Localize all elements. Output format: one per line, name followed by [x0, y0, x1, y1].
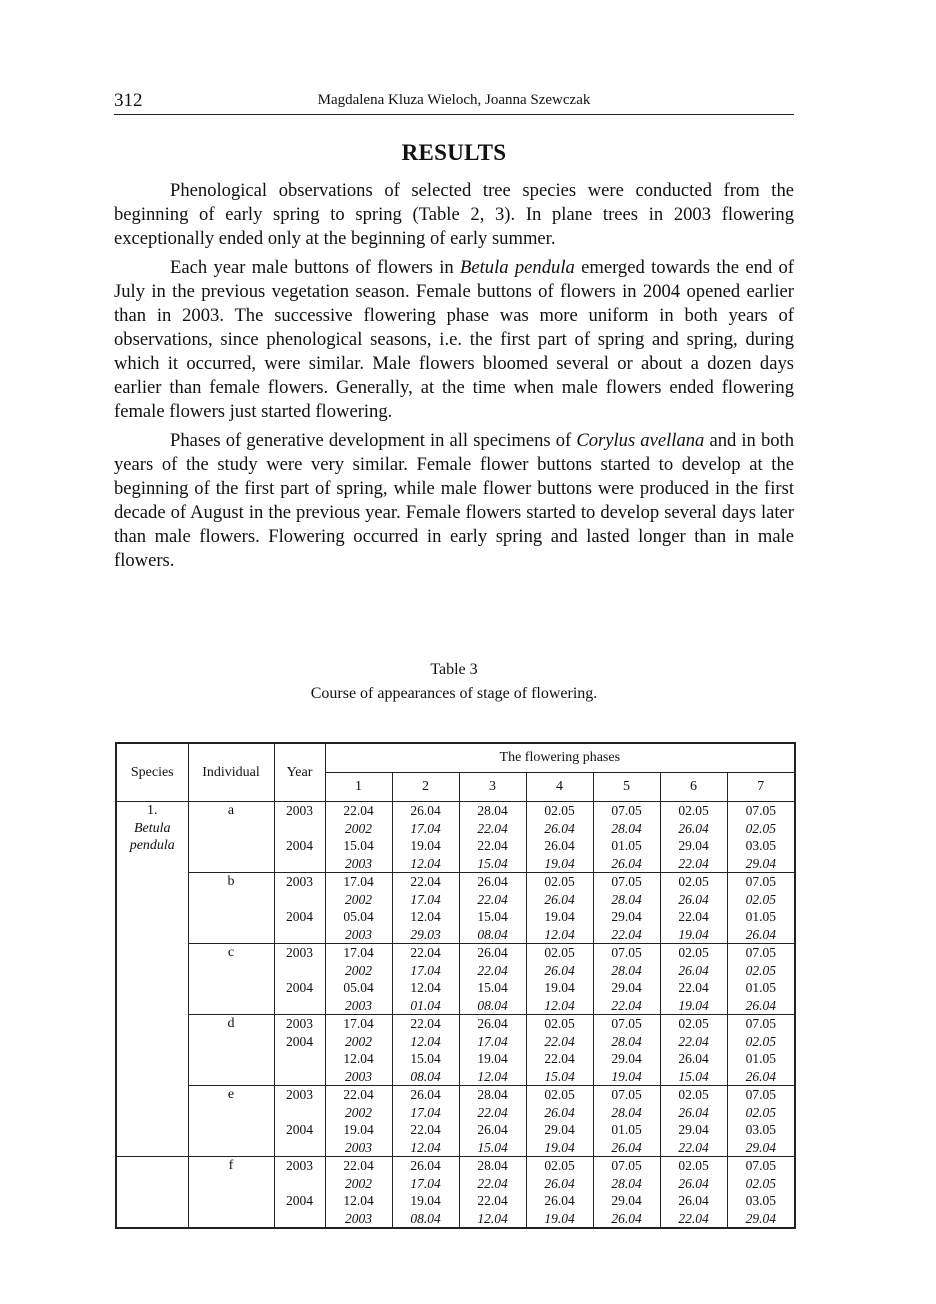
header-phase-2: 2 — [392, 773, 459, 802]
phase-value-cell: 29.04 — [593, 979, 660, 997]
phase-value-cell: 26.04 — [526, 1175, 593, 1193]
phase-value-cell: 2003 — [325, 1210, 392, 1229]
phase-value-cell: 26.04 — [660, 1175, 727, 1193]
phase-value-cell: 02.05 — [660, 802, 727, 820]
header-rule — [114, 114, 794, 115]
phase-value-cell: 01.05 — [593, 837, 660, 855]
phase-value-cell: 12.04 — [392, 855, 459, 873]
phase-value-cell: 2002 — [325, 1175, 392, 1193]
paragraph-2-after: emerged towards the end of July in the previous vegetation season. Female buttons of flowers in 2004 opened earlier than in 2003. The successive flowering phase was more uniform in both years of observations, since phenological seasons, i.e. the first part of spring and spring, during which it occurred, were similar. Male flowers bloomed several or about a dozen days earlier than female flowers. Generally, at the time when male flowers ended flowering female flowers just started flowering. — [114, 257, 794, 422]
phase-value-cell: 15.04 — [459, 979, 526, 997]
phase-value-cell: 19.04 — [660, 926, 727, 944]
year-cell — [274, 1104, 325, 1122]
running-head: Magdalena Kluza Wieloch, Joanna Szewczak — [317, 92, 591, 108]
phase-value-cell: 29.04 — [727, 1139, 795, 1157]
phase-value-cell: 01.05 — [745, 1051, 776, 1066]
phase-value-cell: 2002 — [325, 891, 392, 909]
table-caption: Course of appearances of stage of flowering. — [310, 685, 598, 702]
phase-value-cell: 19.04 — [459, 1050, 526, 1068]
table-row — [116, 802, 795, 820]
phase-value-cell: 22.04 — [526, 1033, 593, 1051]
phase-value-cell: 07.05 — [593, 944, 660, 962]
phase-value-cell: 19.04 — [593, 1068, 660, 1086]
year-cell: 2004 — [274, 1121, 325, 1139]
phase-value-cell: 29.04 — [660, 1121, 727, 1139]
phase-value-cell: 07.05 — [593, 1015, 660, 1033]
individual-cell: b — [188, 873, 274, 944]
species-cell — [116, 802, 188, 1157]
header-individual: Individual — [188, 743, 274, 802]
phase-value-cell: 29.04 — [526, 1121, 593, 1139]
phase-value-cell: 19.04 — [526, 1139, 593, 1157]
year-cell: 2003 — [274, 944, 325, 962]
year-cell — [274, 1139, 325, 1157]
individual-cell: f — [188, 1157, 274, 1229]
phase-value-cell: 01.05 — [593, 1121, 660, 1139]
phase-value-cell: 05.04 — [325, 979, 392, 997]
phase-value-cell: 19.04 — [660, 997, 727, 1015]
phase-value-cell: 22.04 — [660, 1033, 727, 1051]
phase-value-cell: 22.04 — [526, 1050, 593, 1068]
year-cell — [274, 891, 325, 909]
phase-value-cell: 01.05 — [745, 909, 776, 924]
phase-value-cell: 26.04 — [459, 1121, 526, 1139]
year-cell — [274, 855, 325, 873]
phase-value-cell: 17.04 — [325, 1015, 392, 1033]
phase-value-cell: 26.04 — [660, 1192, 727, 1210]
year-cell — [274, 926, 325, 944]
phase-value-cell: 28.04 — [593, 1175, 660, 1193]
phase-value-cell: 07.05 — [593, 873, 660, 891]
phase-value-cell: 02.05 — [745, 820, 776, 836]
phase-value-cell: 12.04 — [392, 908, 459, 926]
phase-value-cell: 26.04 — [660, 962, 727, 980]
year-cell — [274, 820, 325, 838]
phase-value-cell: 07.05 — [745, 945, 776, 960]
phase-value-cell: 02.05 — [660, 1086, 727, 1104]
phase-value-cell: 22.04 — [325, 1086, 392, 1104]
phase-value-cell: 22.04 — [459, 962, 526, 980]
year-cell: 2003 — [274, 1015, 325, 1033]
phase-value-cell: 26.04 — [526, 891, 593, 909]
phase-value-cell: 26.04 — [593, 1139, 660, 1157]
phase-value-cell: 2002 — [325, 1104, 392, 1122]
phase-value-cell: 19.04 — [392, 837, 459, 855]
header-phase-7: 7 — [727, 773, 795, 802]
phase-value-cell: 26.04 — [526, 1104, 593, 1122]
table-row — [116, 1086, 795, 1104]
phase-value-cell: 26.04 — [459, 873, 526, 891]
header-phase-1: 1 — [325, 773, 392, 802]
phase-value-cell: 28.04 — [593, 1033, 660, 1051]
phase-value-cell: 03.05 — [745, 838, 776, 853]
species-cell-empty — [116, 1157, 188, 1229]
paragraph-3 — [114, 429, 794, 573]
phase-value-cell: 28.04 — [593, 891, 660, 909]
year-cell — [274, 1050, 325, 1068]
phase-value-cell: 28.04 — [459, 802, 526, 820]
phase-value-cell: 26.04 — [727, 997, 795, 1015]
phase-value-cell: 28.04 — [593, 962, 660, 980]
individual-cell: e — [188, 1086, 274, 1157]
phase-value-cell: 12.04 — [526, 997, 593, 1015]
phase-value-cell: 12.04 — [392, 979, 459, 997]
phase-value-cell: 02.05 — [660, 1157, 727, 1175]
phase-value-cell: 26.04 — [660, 1104, 727, 1122]
phase-value-cell: 26.04 — [660, 820, 727, 838]
header-phase-3: 3 — [459, 773, 526, 802]
phase-value-cell: 19.04 — [526, 1210, 593, 1229]
phase-value-cell: 22.04 — [392, 944, 459, 962]
phase-value-cell: 26.04 — [459, 944, 526, 962]
species-number: 1. — [147, 803, 158, 818]
phase-value-cell: 02.05 — [526, 1157, 593, 1175]
year-cell: 2004 — [274, 1192, 325, 1210]
phase-value-cell: 29.03 — [392, 926, 459, 944]
paragraph-3-after: and in both years of the study were very similar. Female flower buttons started to develop at the beginning of the first part of spring, while male flower buttons were produced in the first decade of August in the previous year. Female flowers started to develop several days later than male flowers. Flowering occurred in early spring and lasted longer than in male flowers. — [114, 430, 794, 571]
phase-value-cell: 08.04 — [459, 926, 526, 944]
phase-value-cell: 2003 — [325, 926, 392, 944]
header-flowering-phases: The flowering phases — [325, 743, 795, 773]
phase-value-cell: 19.04 — [392, 1192, 459, 1210]
phase-value-cell: 26.04 — [593, 855, 660, 873]
phase-value-cell: 02.05 — [660, 944, 727, 962]
phase-value-cell: 02.05 — [660, 873, 727, 891]
phase-value-cell: 05.04 — [325, 908, 392, 926]
phase-value-cell: 28.04 — [459, 1086, 526, 1104]
phase-value-cell: 26.04 — [526, 1192, 593, 1210]
phase-value-cell: 2002 — [325, 962, 392, 980]
year-cell — [274, 962, 325, 980]
phase-value-cell: 07.05 — [593, 1086, 660, 1104]
phase-value-cell: 12.04 — [459, 1068, 526, 1086]
phase-value-cell: 22.04 — [392, 1121, 459, 1139]
phase-value-cell: 15.04 — [459, 1139, 526, 1157]
phase-value-cell: 12.04 — [459, 1210, 526, 1229]
phase-value-cell: 28.04 — [593, 820, 660, 838]
phase-value-cell: 08.04 — [392, 1210, 459, 1229]
phase-value-cell: 2003 — [325, 997, 392, 1015]
phase-value-cell: 22.04 — [325, 1157, 392, 1175]
phase-value-cell: 15.04 — [392, 1050, 459, 1068]
phase-value-cell: 15.04 — [526, 1068, 593, 1086]
phase-value-cell: 17.04 — [392, 1175, 459, 1193]
year-cell: 2004 — [274, 1033, 325, 1051]
phase-value-cell: 26.04 — [727, 1068, 795, 1086]
phase-value-cell: 07.05 — [593, 802, 660, 820]
phase-value-cell: 26.04 — [526, 962, 593, 980]
phase-value-cell: 22.04 — [459, 1192, 526, 1210]
phase-value-cell: 26.04 — [459, 1015, 526, 1033]
phase-value-cell: 08.04 — [392, 1068, 459, 1086]
phase-value-cell: 22.04 — [593, 926, 660, 944]
phase-value-cell: 17.04 — [325, 944, 392, 962]
phase-value-cell: 2003 — [325, 1139, 392, 1157]
phase-value-cell: 26.04 — [526, 837, 593, 855]
phase-value-cell: 28.04 — [593, 1104, 660, 1122]
phase-value-cell: 26.04 — [392, 1086, 459, 1104]
phase-value-cell: 29.04 — [593, 908, 660, 926]
phase-value-cell: 22.04 — [660, 979, 727, 997]
year-cell — [274, 997, 325, 1015]
phase-value-cell: 22.04 — [660, 1139, 727, 1157]
table-row — [116, 1157, 795, 1175]
phase-value-cell: 19.04 — [526, 908, 593, 926]
phase-value-cell: 02.05 — [526, 1015, 593, 1033]
phase-value-cell: 29.04 — [727, 855, 795, 873]
phase-value-cell: 2003 — [325, 1068, 392, 1086]
phase-value-cell: 02.05 — [526, 1086, 593, 1104]
phase-value-cell: 15.04 — [660, 1068, 727, 1086]
year-cell: 2004 — [274, 908, 325, 926]
individual-cell: d — [188, 1015, 274, 1086]
phase-value-cell: 15.04 — [325, 837, 392, 855]
phase-value-cell: 02.05 — [745, 962, 776, 978]
phase-value-cell: 03.05 — [745, 1193, 776, 1208]
phase-value-cell: 22.04 — [660, 1210, 727, 1229]
year-cell: 2004 — [274, 979, 325, 997]
year-cell: 2003 — [274, 1086, 325, 1104]
phase-value-cell: 22.04 — [459, 1175, 526, 1193]
header-year: Year — [274, 743, 325, 802]
phase-value-cell: 07.05 — [745, 803, 776, 818]
species-name-line2: pendula — [129, 838, 175, 853]
phase-value-cell: 26.04 — [727, 926, 795, 944]
phase-value-cell: 07.05 — [593, 1157, 660, 1175]
phase-value-cell: 2002 — [325, 1033, 392, 1051]
phase-value-cell: 22.04 — [325, 802, 392, 820]
phase-value-cell: 07.05 — [745, 1158, 776, 1173]
phase-value-cell: 26.04 — [526, 820, 593, 838]
page-number: 312 — [114, 90, 143, 111]
paragraph-2 — [114, 256, 794, 424]
year-cell: 2003 — [274, 802, 325, 820]
phase-value-cell: 22.04 — [459, 891, 526, 909]
phase-value-cell: 15.04 — [459, 908, 526, 926]
phase-value-cell: 19.04 — [325, 1121, 392, 1139]
phase-value-cell: 26.04 — [660, 1050, 727, 1068]
phase-value-cell: 02.05 — [745, 1104, 776, 1120]
phase-value-cell: 12.04 — [392, 1033, 459, 1051]
phase-value-cell: 12.04 — [526, 926, 593, 944]
phase-value-cell: 29.04 — [727, 1210, 795, 1229]
table-body — [116, 802, 795, 1229]
phase-value-cell: 02.05 — [745, 891, 776, 907]
phase-value-cell: 12.04 — [392, 1139, 459, 1157]
phase-value-cell: 17.04 — [392, 820, 459, 838]
individual-cell: a — [188, 802, 274, 873]
phase-value-cell: 26.04 — [392, 1157, 459, 1175]
individual-cell: c — [188, 944, 274, 1015]
phase-value-cell: 17.04 — [459, 1033, 526, 1051]
phase-value-cell: 28.04 — [459, 1157, 526, 1175]
year-cell — [274, 1175, 325, 1193]
flowering-table — [115, 742, 796, 1229]
phase-value-cell: 29.04 — [593, 1192, 660, 1210]
phase-value-cell: 26.04 — [593, 1210, 660, 1229]
phase-value-cell: 03.05 — [745, 1122, 776, 1137]
phase-value-cell: 02.05 — [526, 802, 593, 820]
year-cell — [274, 1210, 325, 1229]
header-phase-5: 5 — [593, 773, 660, 802]
phase-value-cell: 22.04 — [459, 837, 526, 855]
phase-value-cell: 26.04 — [660, 891, 727, 909]
phase-value-cell: 19.04 — [526, 855, 593, 873]
phase-value-cell: 02.05 — [660, 1015, 727, 1033]
paragraph-3-before: Phases of generative development in all specimens of — [170, 430, 577, 451]
table-row — [116, 1015, 795, 1033]
paragraph-1: Phenological observations of selected tree species were conducted from the beginning of early spring to spring (Table 2, 3). In plane trees in 2003 flowering exceptionally ended only at the beginning of early summer. — [114, 180, 794, 249]
header-phase-6: 6 — [660, 773, 727, 802]
phase-value-cell: 2002 — [325, 820, 392, 838]
year-cell: 2004 — [274, 837, 325, 855]
phase-value-cell: 17.04 — [392, 962, 459, 980]
species-name-line1: Betula — [133, 820, 171, 836]
table-row — [116, 873, 795, 891]
phase-value-cell: 07.05 — [745, 874, 776, 889]
phase-value-cell: 07.05 — [745, 1087, 776, 1102]
phase-value-cell: 02.05 — [745, 1175, 776, 1191]
phase-value-cell: 29.04 — [660, 837, 727, 855]
phase-value-cell: 22.04 — [392, 1015, 459, 1033]
year-cell: 2003 — [274, 1157, 325, 1175]
phase-value-cell: 22.04 — [392, 873, 459, 891]
table-row — [116, 944, 795, 962]
paragraph-2-before: Each year male buttons of flowers in — [170, 257, 461, 278]
phase-value-cell: 22.04 — [660, 855, 727, 873]
section-title: RESULTS — [401, 140, 507, 165]
species-name-corylus: Corylus avellana — [576, 430, 705, 451]
phase-value-cell: 2003 — [325, 855, 392, 873]
phase-value-cell: 07.05 — [745, 1016, 776, 1031]
year-cell: 2003 — [274, 873, 325, 891]
phase-value-cell: 19.04 — [526, 979, 593, 997]
phase-value-cell: 26.04 — [392, 802, 459, 820]
header-species: Species — [116, 743, 188, 802]
phase-value-cell: 02.05 — [526, 873, 593, 891]
phase-value-cell: 02.05 — [526, 944, 593, 962]
phase-value-cell: 22.04 — [459, 820, 526, 838]
phase-value-cell: 01.05 — [745, 980, 776, 995]
header-phase-4: 4 — [526, 773, 593, 802]
year-cell — [274, 1068, 325, 1086]
species-name-betula: Betula pendula — [460, 257, 575, 278]
phase-value-cell: 22.04 — [459, 1104, 526, 1122]
phase-value-cell: 15.04 — [459, 855, 526, 873]
phase-value-cell: 22.04 — [593, 997, 660, 1015]
table-label: Table 3 — [430, 661, 478, 678]
phase-value-cell: 17.04 — [325, 873, 392, 891]
phase-value-cell: 12.04 — [325, 1192, 392, 1210]
phase-value-cell: 29.04 — [593, 1050, 660, 1068]
phase-value-cell: 02.05 — [745, 1033, 776, 1049]
phase-value-cell: 17.04 — [392, 891, 459, 909]
phase-value-cell: 01.04 — [392, 997, 459, 1015]
body-text — [114, 179, 794, 578]
phase-value-cell: 22.04 — [660, 908, 727, 926]
phase-value-cell: 08.04 — [459, 997, 526, 1015]
phase-value-cell: 17.04 — [392, 1104, 459, 1122]
phase-value-cell: 12.04 — [325, 1050, 392, 1068]
